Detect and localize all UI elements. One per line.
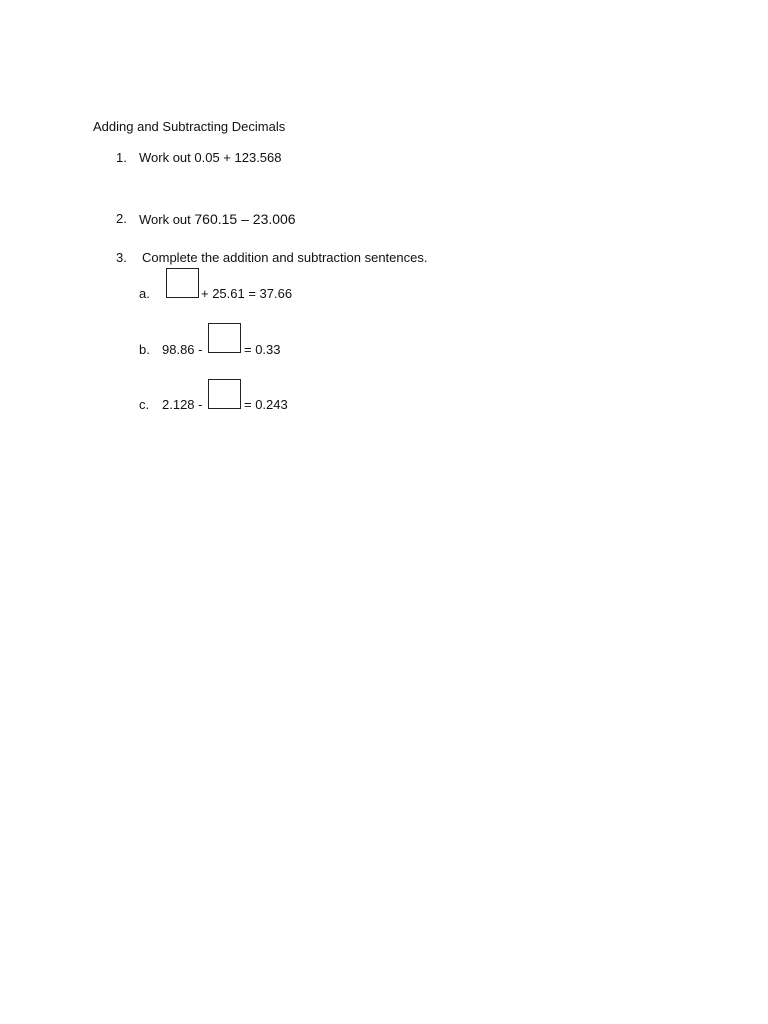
- part-c-before: 2.128 -: [162, 397, 203, 412]
- part-a-equation: + 25.61 = 37.66: [201, 286, 293, 301]
- question-1-number: 1.: [116, 150, 127, 165]
- question-2-prefix: Work out: [139, 212, 195, 227]
- part-b-answer-box[interactable]: [208, 323, 241, 353]
- part-c-letter: c.: [139, 397, 150, 412]
- part-a-letter: a.: [139, 286, 150, 301]
- question-1-text: Work out 0.05 + 123.568: [139, 150, 282, 165]
- question-3-text: Complete the addition and subtraction sentences.: [142, 250, 428, 265]
- worksheet-title: Adding and Subtracting Decimals: [93, 119, 286, 134]
- question-2-number: 2.: [116, 211, 127, 226]
- question-2-expression: 760.15 – 23.006: [194, 211, 296, 227]
- part-c-equation: = 0.243: [244, 397, 288, 412]
- part-b-equation: = 0.33: [244, 342, 281, 357]
- question-3-number: 3.: [116, 250, 127, 265]
- part-b-letter: b.: [139, 342, 150, 357]
- part-c-answer-box[interactable]: [208, 379, 241, 409]
- part-a-answer-box[interactable]: [166, 268, 199, 298]
- part-b-before: 98.86 -: [162, 342, 203, 357]
- question-2-text: [139, 212, 296, 226]
